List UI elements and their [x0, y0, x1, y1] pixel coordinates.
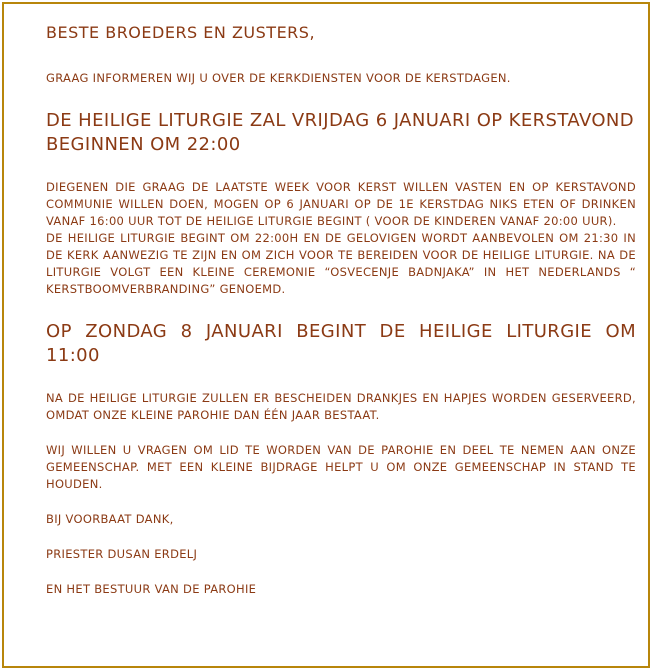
- refreshments-paragraph: NA DE HEILIGE LITURGIE ZULLEN ER BESCHEIDEN DRANKJES EN HAPJES WORDEN GESERVEERD, OMDAT ONZE KLEINE PAROHIE DAN ÉÉN JAAR BESTAAT.: [46, 391, 636, 422]
- heading-christmas-eve: DE HEILIGE LITURGIE ZAL VRIJDAG 6 JANUARI OP KERSTAVOND BEGINNEN OM 22:00: [46, 110, 635, 155]
- thanks-line: BIJ VOORBAAT DANK,: [46, 512, 174, 526]
- liturgy-paragraph: DE HEILIGE LITURGIE BEGINT OM 22:00H EN DE GELOVIGEN WORDT AANBEVOLEN OM 21:30 IN DE KERK AANWEZIG TE ZIJN EN OM ZICH VOOR TE BEREIDEN VOOR DE HEILIGE LITURGIE. NA DE LITURGIE VOLGT EEN KLEINE CEREMONIE “OSVECENJE BADNJAKA” IN HET NEDERLANDS “ KERSTBOOMVERBRANDING” GENOEMD.: [46, 231, 636, 296]
- greeting: BESTE BROEDERS EN ZUSTERS,: [46, 23, 316, 42]
- board-signature: EN HET BESTUUR VAN DE PAROHIE: [46, 582, 257, 596]
- heading-sunday: OP ZONDAG 8 JANUARI BEGINT DE HEILIGE LITURGIE OM 11:00: [46, 321, 636, 366]
- letter-body: [46, 22, 636, 598]
- membership-paragraph: WIJ WILLEN U VRAGEN OM LID TE WORDEN VAN DE PAROHIE EN DEEL TE NEMEN AAN ONZE GEMEENSCHAP. MET EEN KLEINE BIJDRAGE HELPT U OM ONZE GEMEENSCHAP IN STAND TE HOUDEN.: [46, 443, 636, 491]
- priest-signature: PRIESTER DUSAN ERDELJ: [46, 547, 198, 561]
- intro-text: GRAAG INFORMEREN WIJ U OVER DE KERKDIENSTEN VOOR DE KERSTDAGEN.: [46, 71, 511, 85]
- fasting-paragraph: DIEGENEN DIE GRAAG DE LAATSTE WEEK VOOR KERST WILLEN VASTEN EN OP KERSTAVOND COMMUNIE WILLEN DOEN, MOGEN OP 6 JANUARI OP DE 1E KERSTDAG NIKS ETEN OF DRINKEN VANAF 16:00 UUR TOT DE HEILIGE LITURGIE BEGINT ( VOOR DE KINDEREN VANAF 20:00 UUR).: [46, 180, 636, 228]
